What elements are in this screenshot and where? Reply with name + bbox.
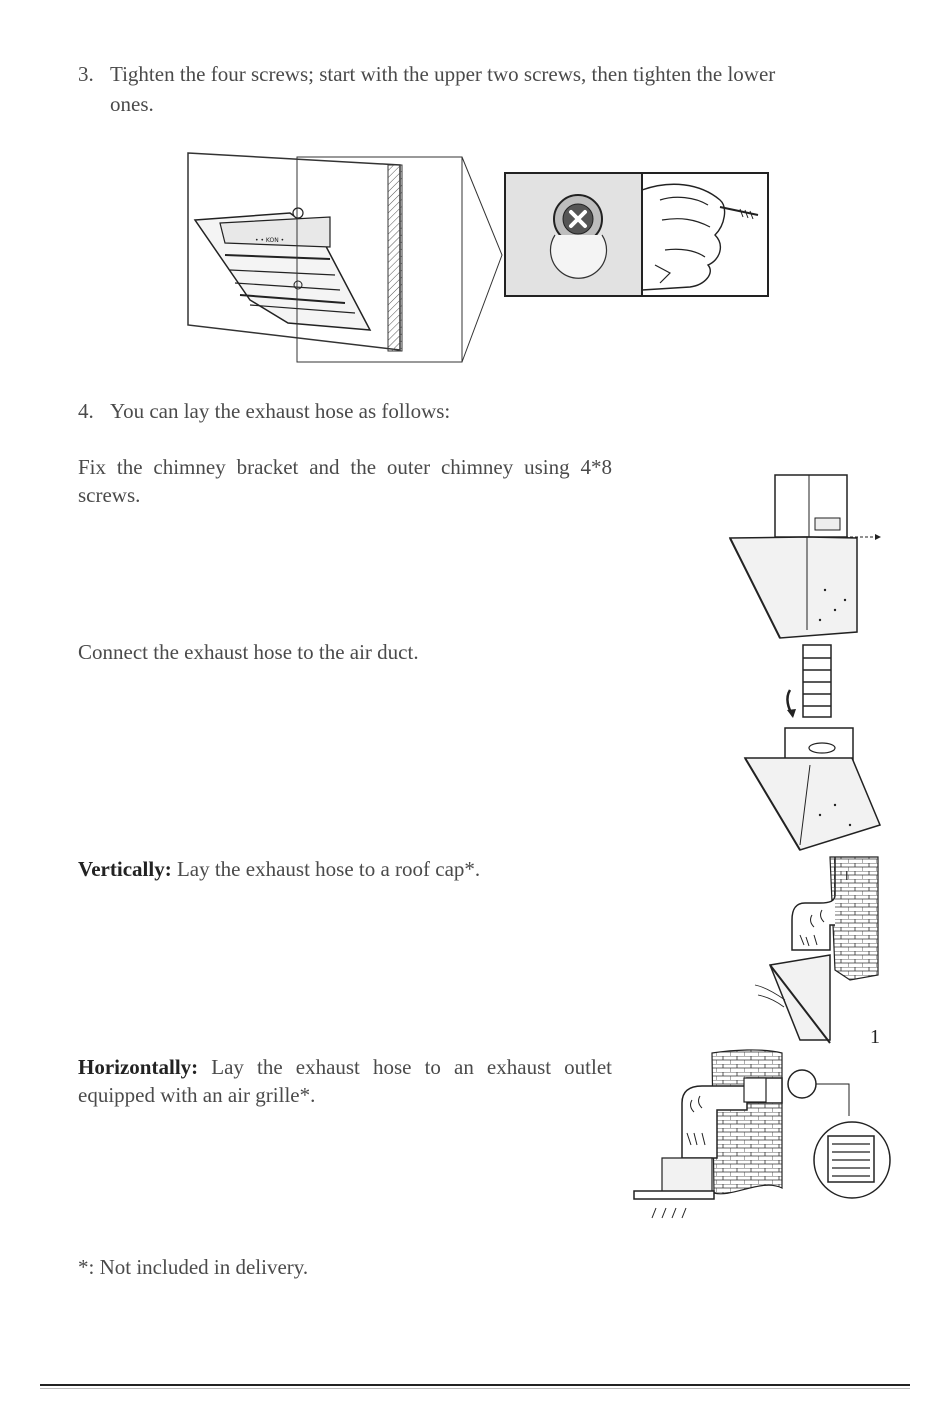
hood-brand-mark: • • KON • xyxy=(255,237,285,244)
vertical-label: Vertically: xyxy=(78,857,172,881)
chimney-instruction: Fix the chimney bracket and the outer chimney using 4*8 screws. xyxy=(78,455,612,507)
figure-number: 1 xyxy=(870,1026,880,1048)
svg-text:I: I xyxy=(845,869,849,883)
footer-rule xyxy=(40,1384,910,1386)
horizontal-label: Horizontally: xyxy=(78,1055,199,1079)
step-number: 3. xyxy=(78,62,94,86)
step-text: You can lay the exhaust hose as follows: xyxy=(110,399,451,423)
vertical-instruction xyxy=(78,855,612,883)
horizontal-instruction xyxy=(78,1053,612,1109)
chimney-bracket-figure xyxy=(725,470,890,645)
step-number: 4. xyxy=(78,399,94,423)
hood-wall-mount-figure xyxy=(180,145,780,375)
vertical-text: Lay the exhaust hose to a roof cap*. xyxy=(171,857,481,881)
connect-instruction: Connect the exhaust hose to the air duct. xyxy=(78,640,419,664)
vertical-duct-figure xyxy=(750,855,890,1050)
footer-rule-shadow xyxy=(40,1388,910,1389)
horizontal-text: Lay the exhaust hose to an exhaust outlet equipped with an air grille*. xyxy=(78,1055,612,1107)
footnote: *: Not included in delivery. xyxy=(78,1255,309,1279)
exhaust-hose-figure xyxy=(740,640,890,855)
horizontal-duct-figure xyxy=(632,1048,890,1228)
step-text-line2: ones. xyxy=(110,92,154,116)
step-text-line1: Tighten the four screws; start with the upper two screws, then tighten the lower xyxy=(110,62,776,86)
